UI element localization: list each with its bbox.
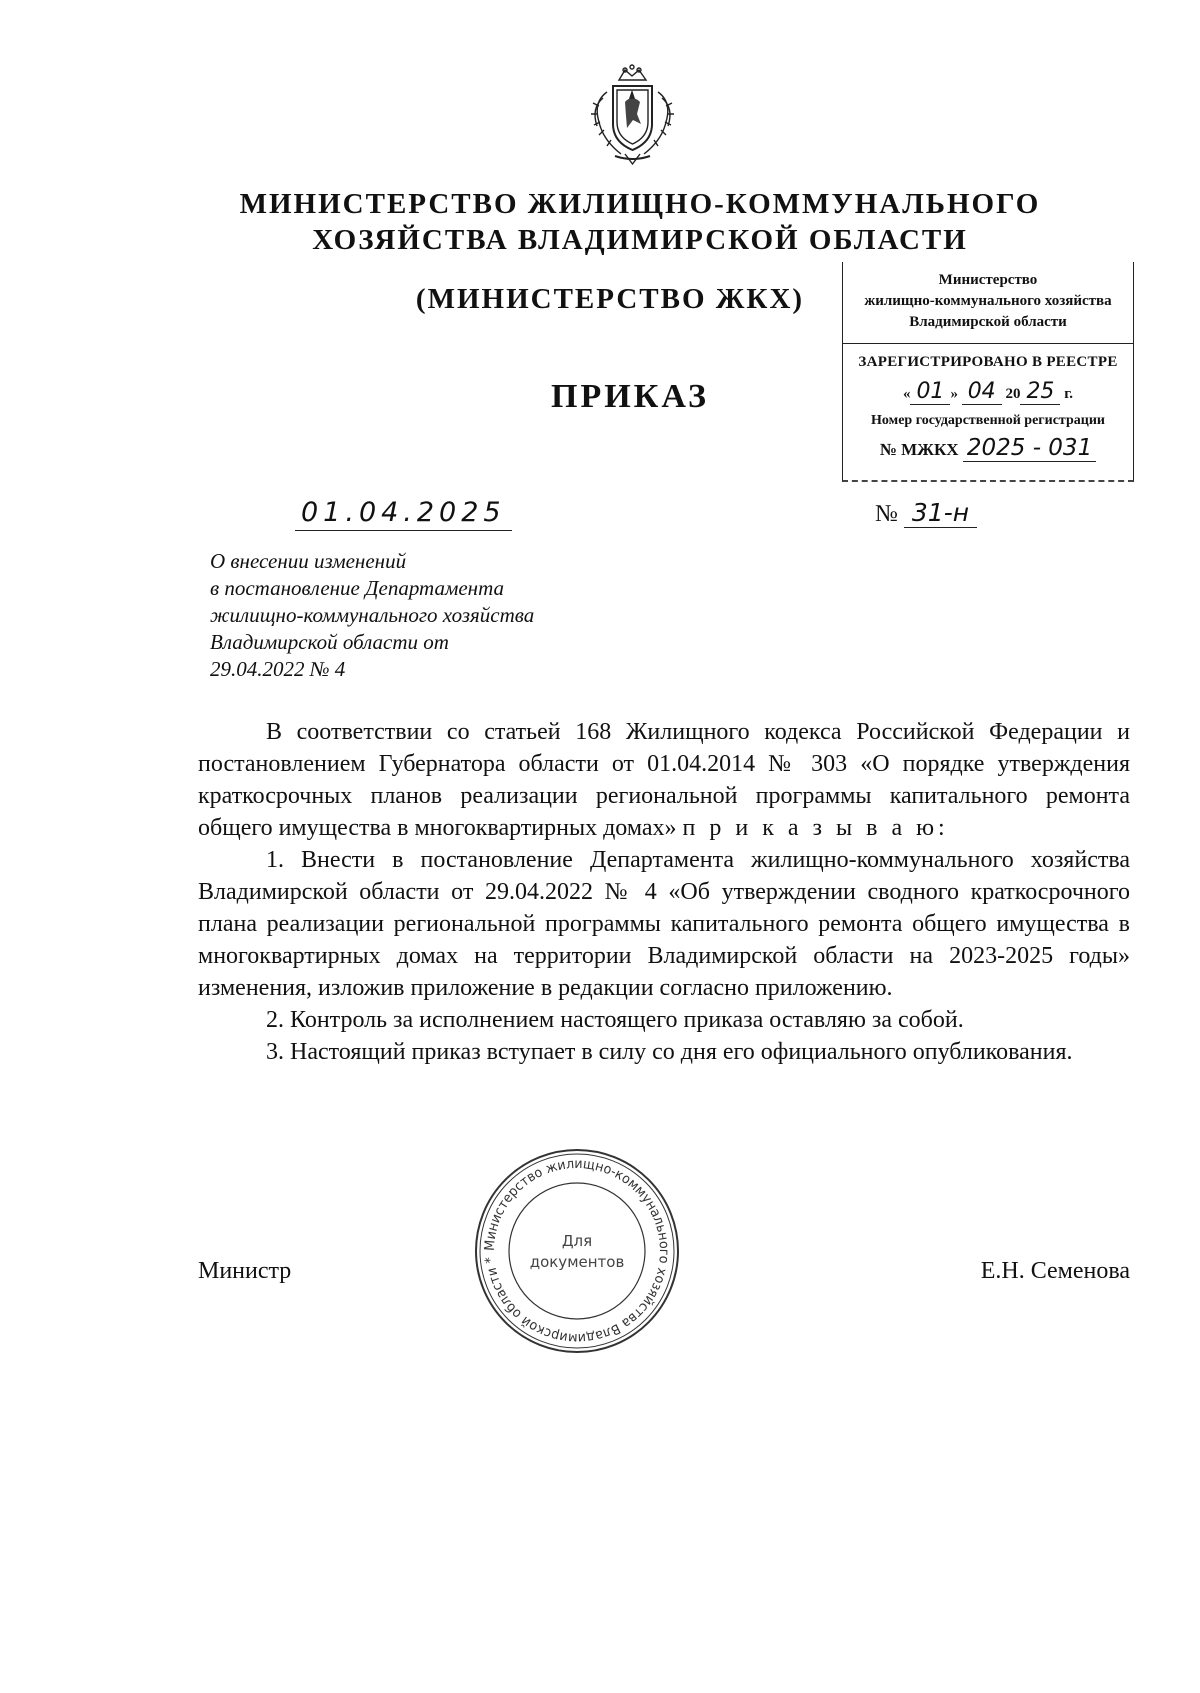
registration-number [843, 435, 1133, 461]
ministry-name-line1: МИНИСТЕРСТВО ЖИЛИЩНО-КОММУНАЛЬНОГО [239, 188, 1041, 220]
document-date: 01.04.2025 [295, 497, 512, 531]
registration-date-close-quote: » [950, 386, 958, 402]
registration-stamp-line3: Владимирской области [909, 314, 1067, 330]
body-item-2: 2. Контроль за исполнением настоящего приказа оставляю за собой. [266, 1007, 964, 1033]
seal-center-line2: документов [529, 1253, 625, 1271]
document-type-heading: ПРИКАЗ [551, 378, 709, 415]
subject-line: жилищно-коммунального хозяйства [210, 603, 535, 627]
seal-ring-path: Министерство жилищно-коммунального хозяйства Владимирской области * [481, 1155, 673, 1347]
registration-date-open-quote: « [902, 386, 911, 402]
subject-line: 29.04.2022 № 4 [210, 657, 346, 681]
document-number-value: 31-н [904, 498, 977, 528]
registration-number-value: 2025 - 031 [963, 435, 1096, 462]
signatory-name: Е.Н. Семенова [980, 1258, 1130, 1284]
coat-of-arms-icon [585, 62, 680, 167]
document-subject [210, 548, 630, 683]
registration-stamp-header [843, 262, 1133, 333]
ministry-abbreviation: (МИНИСТЕРСТВО ЖКХ) [415, 283, 805, 315]
registration-stamp-line2: жилищно-коммунального хозяйства [864, 293, 1112, 309]
document-number [875, 498, 977, 528]
ministry-name-line2: ХОЗЯЙСТВА ВЛАДИМИРСКОЙ ОБЛАСТИ [312, 224, 968, 256]
body-item-3: 3. Настоящий приказ вступает в силу со дня его официального опубликования. [266, 1039, 1073, 1065]
body-preamble [198, 716, 1130, 844]
registration-month: 04 [962, 379, 1002, 405]
body-item-1: 1. Внести в постановление Департамента жилищно-коммунального хозяйства Владимирской области от 29.04.2022 № 4 «Об утверждении сводного краткосрочного плана реализации региональной программы капитального ремонта общего имущества в многоквартирных домах на территории Владимирской области на 2023-2025 годы» изменения, изложив приложение в редакции согласно приложению. [198, 847, 1130, 1001]
ministry-name [160, 186, 1120, 258]
registration-day: 01 [910, 379, 950, 405]
body-preamble-verb: п р и к а з ы в а ю: [682, 815, 949, 841]
registration-date [843, 379, 1133, 405]
registration-year-unit: г. [1064, 386, 1074, 402]
registration-stamp [842, 262, 1134, 482]
body-preamble-text: В соответствии со статьей 168 Жилищного кодекса Российской Федерации и постановлением Губернатора области от 01.04.2014 № 303 «О порядке утверждения краткосрочных планов реализации региональной программы капитального ремонта общего имущества в многоквартирных домах» [198, 719, 1130, 841]
registration-stamp-divider [843, 343, 1133, 344]
registration-year-suffix: 25 [1020, 379, 1060, 405]
registration-stamp-line1: Министерство [938, 272, 1038, 288]
document-body [198, 716, 1130, 1068]
registration-stamp-registered: ЗАРЕГИСТРИРОВАНО В РЕЕСТРЕ [858, 354, 1118, 370]
registration-number-prefix: № МЖКХ [879, 440, 959, 459]
signatory-position: Министр [198, 1258, 292, 1284]
subject-line: О внесении изменений [210, 549, 407, 573]
document-number-label: № [875, 501, 898, 527]
seal-ring-text [482, 1156, 672, 1346]
registration-number-label: Номер государственной регистрации [871, 413, 1105, 428]
subject-line: Владимирской области от [210, 630, 449, 654]
registration-year-prefix: 20 [1005, 386, 1021, 402]
official-seal [472, 1146, 682, 1356]
seal-center-line1: Для [561, 1232, 593, 1250]
subject-line: в постановление Департамента [210, 576, 505, 600]
